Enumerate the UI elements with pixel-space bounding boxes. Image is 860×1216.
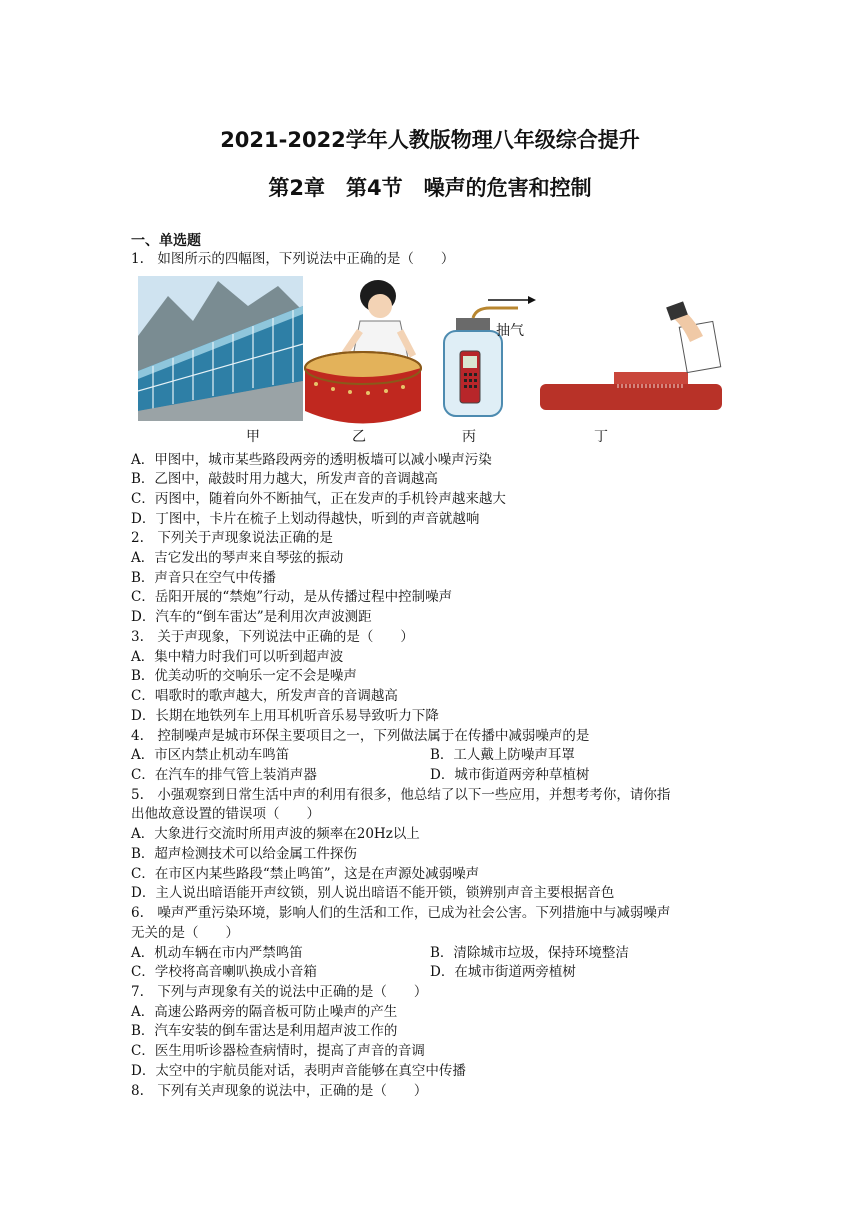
question-5-option-b: B．超声检测技术可以给金属工件探伤 <box>131 846 357 862</box>
question-1-figure <box>138 276 728 446</box>
question-3-stem: 3. 关于声现象，下列说法中正确的是（ ） <box>131 629 414 645</box>
figure-illustrations <box>138 276 728 446</box>
question-6-stem: 6. 噪声严重污染环境，影响人们的生活和工作，已成为社会公害。下列措施中与减弱噪声 <box>131 905 671 921</box>
question-6-option-a: A．机动车辆在市内严禁鸣笛 <box>131 945 303 961</box>
question-2-stem: 2. 下列关于声现象说法正确的是 <box>131 530 333 546</box>
question-6-stem-cont: 无关的是（ ） <box>131 925 239 941</box>
pump-label: 抽气 <box>496 323 524 339</box>
question-7-option-b: B．汽车安装的倒车雷达是利用超声波工作的 <box>131 1023 398 1039</box>
question-2-option-c: C．岳阳开展的“禁炮”行动，是从传播过程中控制噪声 <box>131 589 453 605</box>
question-1-option-c: C．丙图中，随着向外不断抽气，正在发声的手机铃声越来越大 <box>131 491 506 507</box>
question-7-stem: 7. 下列与声现象有关的说法中正确的是（ ） <box>131 984 428 1000</box>
question-5-stem-cont: 出他故意设置的错误项（ ） <box>131 806 320 822</box>
section-heading: 一、单选题 <box>131 233 201 249</box>
question-2-option-a: A．吉它发出的琴声来自琴弦的振动 <box>131 550 344 566</box>
figure-label-jia: 甲 <box>246 429 260 445</box>
question-2-option-b: B．声音只在空气中传播 <box>131 570 276 586</box>
comb-card-image <box>540 301 722 410</box>
question-8-stem: 8. 下列有关声现象的说法中，正确的是（ ） <box>131 1083 428 1099</box>
question-4-option-b: B．工人戴上防噪声耳罩 <box>430 747 575 763</box>
question-1-option-a: A．甲图中，城市某些路段两旁的透明板墙可以减小噪声污染 <box>131 452 492 468</box>
question-3-option-b: B．优美动听的交响乐一定不会是噪声 <box>131 668 357 684</box>
question-1-option-d: D．丁图中，卡片在梳子上划动得越快，听到的声音就越响 <box>131 511 480 527</box>
figure-label-bing: 丙 <box>462 429 476 445</box>
question-6-option-c: C．学校将高音喇叭换成小音箱 <box>131 964 317 980</box>
figure-label-yi: 乙 <box>352 429 366 445</box>
question-4-stem: 4. 控制噪声是城市环保主要项目之一，下列做法属于在传播中减弱噪声的是 <box>131 728 590 744</box>
question-7-option-a: A．高速公路两旁的隔音板可防止噪声的产生 <box>131 1004 398 1020</box>
question-5-option-a: A．大象进行交流时所用声波的频率在20Hz以上 <box>131 826 420 842</box>
drum-player-image <box>305 280 421 424</box>
question-7-option-c: C．医生用听诊器检查病情时，提高了声音的音调 <box>131 1043 425 1059</box>
question-4-option-d: D．城市街道两旁种草植树 <box>430 767 590 783</box>
question-5-option-c: C．在市区内某些路段“禁止鸣笛”，这是在声源处减弱噪声 <box>131 866 480 882</box>
document-subtitle: 第2章 第4节 噪声的危害和控制 <box>268 176 592 200</box>
figure-label-ding: 丁 <box>594 429 608 445</box>
question-2-option-d: D．汽车的“倒车雷达”是利用次声波测距 <box>131 609 372 625</box>
question-6-option-d: D．在城市街道两旁植树 <box>430 964 576 980</box>
question-1-stem: 1. 如图所示的四幅图，下列说法中正确的是（ ） <box>131 251 455 267</box>
document-title: 2021-2022学年人教版物理八年级综合提升 <box>220 128 640 152</box>
question-3-option-c: C．唱歌时的歌声越大，所发声音的音调越高 <box>131 688 398 704</box>
question-1-option-b: B．乙图中，敲鼓时用力越大，所发声音的音调越高 <box>131 471 438 487</box>
question-5-stem: 5. 小强观察到日常生活中声的利用有很多，他总结了以下一些应用，并想考考你，请你指 <box>131 787 671 803</box>
question-3-option-d: D．长期在地铁列车上用耳机听音乐易导致听力下降 <box>131 708 439 724</box>
question-6-option-b: B．清除城市垃圾，保持环境整洁 <box>430 945 629 961</box>
question-4-option-a: A．市区内禁止机动车鸣笛 <box>131 747 290 763</box>
question-7-option-d: D．太空中的宇航员能对话，表明声音能够在真空中传播 <box>131 1063 466 1079</box>
sound-barrier-image <box>138 276 303 421</box>
bell-jar-image <box>444 296 536 416</box>
question-4-option-c: C．在汽车的排气管上装消声器 <box>131 767 317 783</box>
question-3-option-a: A．集中精力时我们可以听到超声波 <box>131 649 344 665</box>
question-5-option-d: D．主人说出暗语能开声纹锁，别人说出暗语不能开锁，锁辨别声音主要根据音色 <box>131 885 615 901</box>
